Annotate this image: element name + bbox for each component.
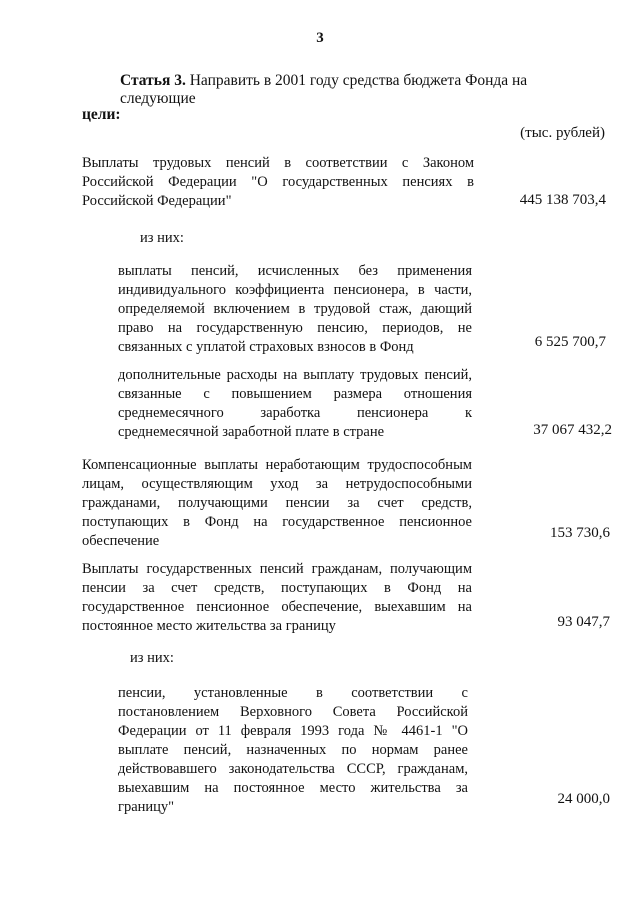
item-amount-additional-expenses: 37 067 432,2 <box>533 422 612 438</box>
item-amount-pensions-resolution: 24 000,0 <box>557 791 610 807</box>
article-text: Направить в 2001 году средства бюджета Фонда на следующие <box>120 72 528 107</box>
item-amount-compensation-payments: 153 730,6 <box>550 525 610 541</box>
unit-label: (тыс. рублей) <box>520 125 605 141</box>
page-number: 3 <box>316 30 324 46</box>
item-amount-pensions-without-coefficient: 6 525 700,7 <box>534 334 606 350</box>
item-text-pensions-resolution: пенсии, установленные в соответствии с постановлением Верховного Совета Российской Федерации от 11 февраля 1993 года № 4461-1 "О выплате пенсий, назначенных по нормам ранее действовавшего законодательства СССР, гражданам, выехавшим на постоянное место жительства за границу" <box>118 685 468 815</box>
of-them-label: из них: <box>140 230 184 246</box>
item-text-pensions-without-coefficient: выплаты пенсий, исчисленных без применения индивидуального коэффициента пенсионера, в части, определяемой включением в трудовой стаж, дающий право на государственную пенсию, периодов, не связанных с уплатой страховых взносов в Фонд <box>118 263 472 355</box>
item-text-additional-expenses: дополнительные расходы на выплату трудовых пенсий, связанные с повышением размера отношения среднемесячного заработка пенсионера к среднемесячной заработной плате в стране <box>118 367 472 440</box>
of-them-label-2: из них: <box>130 650 174 666</box>
article-heading-tail: цели: <box>82 106 121 123</box>
article-label: Статья 3. <box>120 72 186 89</box>
article-heading <box>120 72 605 108</box>
item-amount-pension-payments: 445 138 703,4 <box>519 192 606 208</box>
item-text-pensions-abroad: Выплаты государственных пенсий гражданам, получающим пенсии за счет средств, поступающих в Фонд на государственное пенсионное обеспечение, выехавшим на постоянное место жительства за границу <box>82 561 472 634</box>
item-text-pension-payments: Выплаты трудовых пенсий в соответствии с Законом Российской Федерации "О государственных пенсиях в Российской Федерации" <box>82 155 474 209</box>
item-text-compensation-payments: Компенсационные выплаты неработающим трудоспособным лицам, осуществляющим уход за нетрудоспособными гражданами, получающими пенсии за счет средств, поступающих в Фонд на государственное пенсионное обеспечение <box>82 457 472 549</box>
item-amount-pensions-abroad: 93 047,7 <box>557 614 610 630</box>
